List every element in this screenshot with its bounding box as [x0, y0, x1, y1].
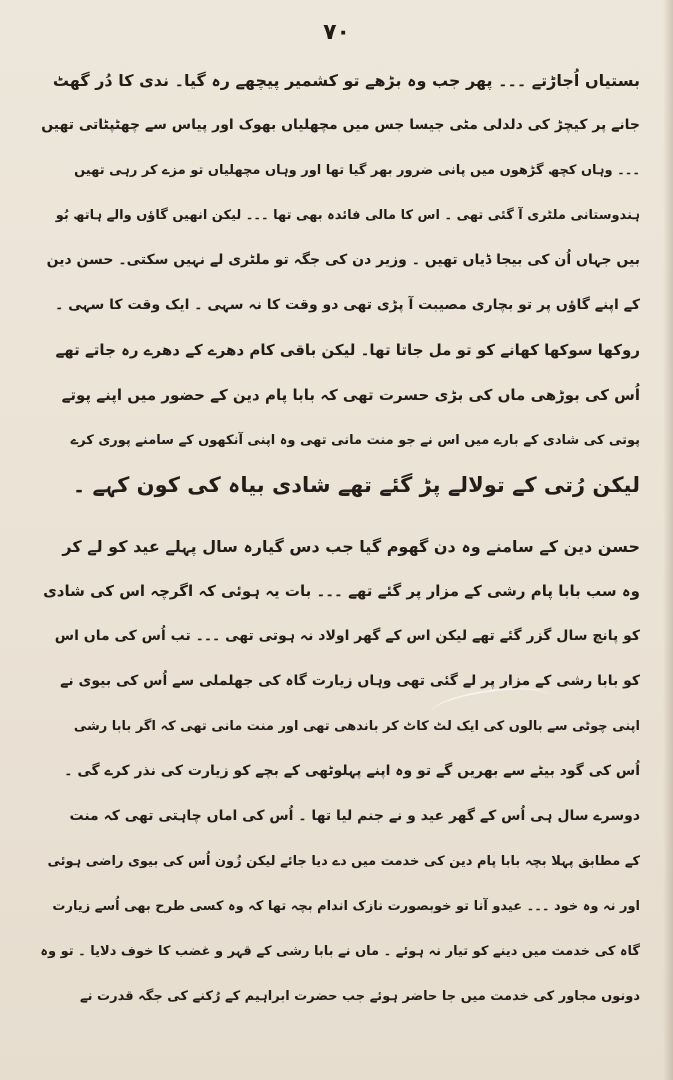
text-line: پوتی کی شادی کے بارے میں اس نے جو منت مانی تھی وہ اپنی آنکھوں کے سامنے پوری کرے — [70, 433, 640, 448]
page-number: ۷۰ — [323, 20, 350, 45]
text-line: ۔۔۔ وہاں کچھ گڑھوں میں پانی ضرور بھر گیا تھا اور وہاں مچھلیاں تو مزے کر رہی تھیں — [74, 163, 640, 178]
text-line: اُس کی بوڑھی ماں کی بڑی حسرت تھی کہ بابا پام دین کے حضور میں اپنے پوتے — [61, 386, 640, 404]
page-edge-shadow — [663, 0, 673, 1080]
text-line: اُس کی گود بیٹے سے بھریں گے تو وہ اپنے پہلوٹھی کے بچے کو زیارت کی نذر کرے گی ۔ — [64, 763, 640, 779]
text-line: حسن دین کے سامنے وہ دن گھوم گیا جب دس گیارہ سال پہلے عید کو لے کر — [62, 537, 640, 556]
text-line: دونوں مجاور کی خدمت میں جا حاضر ہوئے جب حضرت ابراہیم کے رُکنے کی جگہ قدرت نے — [80, 989, 640, 1004]
paragraph-1 — [40, 58, 640, 508]
text-line: کو بابا رشی کے مزار پر لے گئی تھی وہاں زیارت گاہ کی جھلملی سے اُس کی بیوی نے — [60, 673, 640, 689]
text-line: اور نہ وہ خود ۔۔۔ عیدو آنا تو خوبصورت نازک اندام بچہ تھا کہ وہ کسی طرح بھی اُسے زیارت — [52, 899, 640, 914]
text-line: بیں جہاں اُن کی بیجا ڈیاں تھیں ۔ وزیر دن کی جگہ تو ملٹری لے نہیں سکتی۔ حسن دین — [46, 252, 640, 268]
text-line: لیکن رُتی کے تولالے پڑ گئے تھے شادی بیاہ کی کون کہے ۔ — [72, 473, 640, 497]
paragraph-2 — [40, 524, 640, 1019]
text-line: دوسرے سال ہی اُس کے گھر عید و نے جنم لیا تھا ۔ اُس کی اماں چاہتی تھی کہ منت — [69, 808, 640, 824]
text-line: کو پانچ سال گزر گئے تھے لیکن اس کے گھر اولاد نہ ہوتی تھی ۔۔۔ تب اُس کی ماں اس — [54, 628, 640, 644]
text-line: وہ سب بابا پام رشی کے مزار پر گئے تھے ۔۔۔ بات یہ ہوئی کہ اگرچہ اس کی شادی — [43, 582, 640, 600]
text-line: ہندوستانی ملٹری آ گئی تھی ۔ اس کا مالی فائدہ بھی تھا ۔۔۔ لیکن انھیں گاؤں والے ہاتھ بُو — [55, 208, 640, 223]
text-line: روکھا سوکھا کھانے کو تو مل جاتا تھا۔ لیکن باقی کام دھرے کے دھرے رہ جاتے تھے — [55, 341, 640, 359]
page-text — [40, 58, 640, 1019]
text-line: کے مطابق پہلا بچہ بابا پام دین کی خدمت میں دے دیا جائے لیکن زُون اُس کی بیوی راضی ہوئی — [47, 854, 640, 869]
text-line: گاہ کی خدمت میں دینے کو تیار نہ ہوئے ۔ ماں نے بابا رشی کے قہر و غضب کا خوف دلایا ۔ تو وہ — [40, 944, 640, 959]
paragraph-gap — [40, 508, 640, 524]
text-line: جانے پر کیچڑ کی دلدلی مٹی جیسا جس میں مچھلیاں بھوک اور پیاس سے چھٹپٹاتی تھیں — [41, 117, 640, 133]
text-line: بستیاں اُجاڑتے ۔۔۔ پھر جب وہ بڑھے تو کشمیر پیچھے رہ گیا۔ ندی کا دُر گھٹ — [52, 71, 640, 90]
text-line: کے اپنے گاؤں پر تو بچاری مصیبت آ پڑی تھی دو وقت کا نہ سہی ۔ ایک وقت کا سہی ۔ — [55, 297, 640, 313]
text-line: اپنی چوٹی سے بالوں کی ایک لٹ کاٹ کر باندھی تھی اور منت مانی تھی کہ اگر بابا رشی — [73, 719, 640, 734]
